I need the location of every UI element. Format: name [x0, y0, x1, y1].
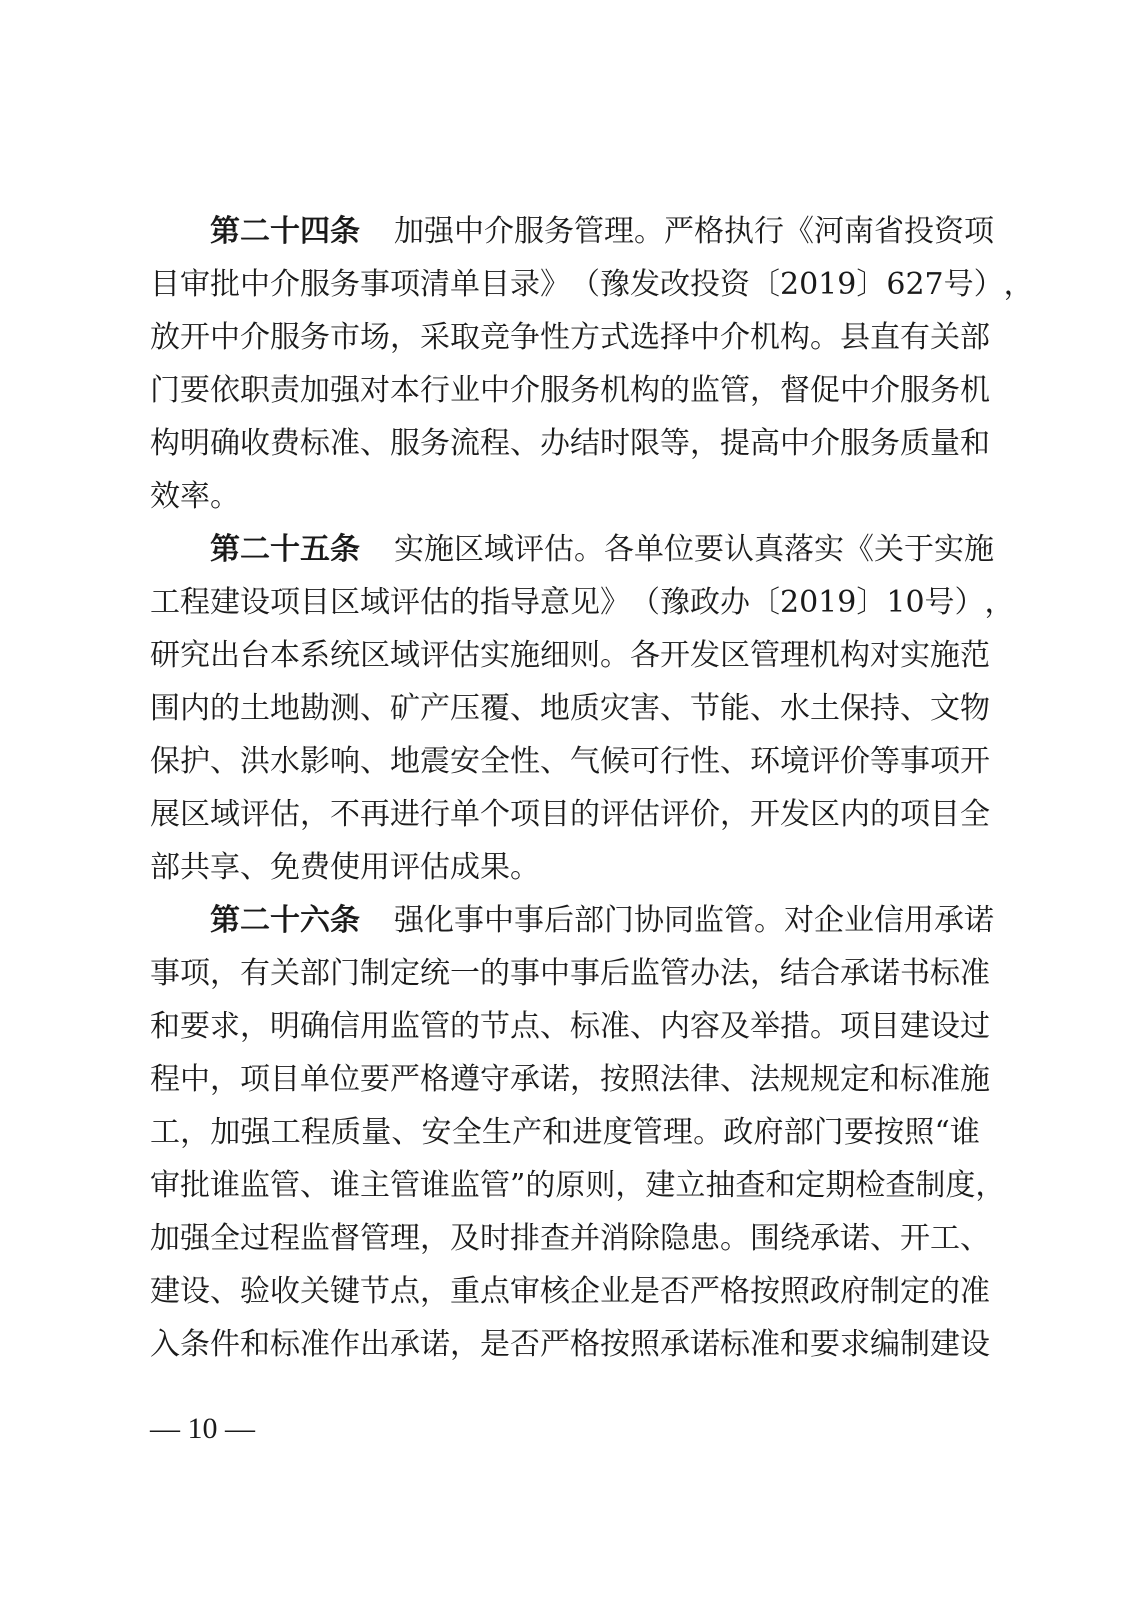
line-text: 实 施 区 域 评 估 。 各 单 位 要 认 真 落 实 《 关 于 实 施 — [394, 532, 994, 567]
article-paragraph — [150, 523, 1015, 894]
page-number: — 10 — — [150, 1412, 255, 1445]
line-text: 围 内 的 土 地 勘 测 、 矿 产 压 覆 、 地 质 灾 害 、 节 能 、 水 土 保 持 、 文 物 — [150, 691, 990, 726]
line-text: 保 护 、 洪 水 影 响 、 地 震 安 全 性 、 气 候 可 行 性 、 环 境 评 价 等 事 项 开 — [150, 744, 990, 779]
line-text: 加 强 全 过 程 监 督 管 理 ， 及 时 排 查 并 消 除 隐 患 。 围 绕 承 诺 、 开 工 、 — [150, 1221, 990, 1256]
line-text: 事 项 ， 有 关 部 门 制 定 统 一 的 事 中 事 后 监 管 办 法 ， 结 合 承 诺 书 标 准 — [150, 956, 990, 991]
text-line — [150, 841, 980, 894]
article-heading: 第二十四条 — [210, 214, 360, 249]
text-line — [150, 947, 990, 1000]
text-line — [150, 417, 990, 470]
line-text: 工 ， 加 强 工 程 质 量 、 安 全 生 产 和 进 度 管 理 。 政 府 部 门 要 按 照 “ 谁 — [150, 1115, 980, 1150]
line-text: 部共享、免费使用评估成果。 — [150, 850, 540, 885]
text-line — [150, 735, 990, 788]
text-line — [150, 364, 990, 417]
line-text: 工 程 建 设 项 目 区 域 评 估 的 指 导 意 见 》 （ 豫 政 办 〔 2019 〕 10 号 ） ， — [150, 585, 1015, 620]
text-line — [150, 205, 994, 258]
line-text: 目 审 批 中 介 服 务 事 项 清 单 目 录 》 （ 豫 发 改 投 资 〔 2019 〕 627 号 ） ， — [150, 267, 1034, 302]
line-text: 和 要 求 ， 明 确 信 用 监 管 的 节 点 、 标 准 、 内 容 及 举 措 。 项 目 建 设 过 — [150, 1009, 990, 1044]
line-text: 入 条 件 和 标 准 作 出 承 诺 ， 是 否 严 格 按 照 承 诺 标 准 和 要 求 编 制 建 设 — [150, 1327, 990, 1362]
article-heading: 第二十六条 — [210, 903, 360, 938]
text-line — [150, 523, 994, 576]
text-line — [150, 470, 980, 523]
text-line — [150, 788, 990, 841]
article-paragraph — [150, 894, 1006, 1371]
line-text: 强 化 事 中 事 后 部 门 协 同 监 管 。 对 企 业 信 用 承 诺 — [394, 903, 994, 938]
article-paragraph — [150, 205, 1034, 523]
line-text: 放 开 中 介 服 务 市 场 ， 采 取 竞 争 性 方 式 选 择 中 介 机 构 。 县 直 有 关 部 — [150, 320, 990, 355]
text-line — [150, 576, 1015, 629]
text-line — [150, 1159, 1006, 1212]
text-line — [150, 311, 990, 364]
text-line — [150, 258, 1034, 311]
line-text: 展 区 域 评 估 ， 不 再 进 行 单 个 项 目 的 评 估 评 价 ， 开 发 区 内 的 项 目 全 — [150, 797, 990, 832]
text-line — [150, 1212, 990, 1265]
text-line — [150, 1000, 990, 1053]
text-line — [150, 1265, 990, 1318]
text-line — [150, 1106, 980, 1159]
article-heading: 第二十五条 — [210, 532, 360, 567]
line-text: 加 强 中 介 服 务 管 理 。 严 格 执 行 《 河 南 省 投 资 项 — [394, 214, 994, 249]
line-text: 程 中 ， 项 目 单 位 要 严 格 遵 守 承 诺 ， 按 照 法 律 、 法 规 规 定 和 标 准 施 — [150, 1062, 990, 1097]
line-text: 研 究 出 台 本 系 统 区 域 评 估 实 施 细 则 。 各 开 发 区 管 理 机 构 对 实 施 范 — [150, 638, 990, 673]
line-text: 构 明 确 收 费 标 准 、 服 务 流 程 、 办 结 时 限 等 ， 提 高 中 介 服 务 质 量 和 — [150, 426, 990, 461]
text-line — [150, 682, 990, 735]
text-line — [150, 1318, 990, 1371]
line-text: 审 批 谁 监 管 、 谁 主 管 谁 监 管 ” 的 原 则 ， 建 立 抽 查 和 定 期 检 查 制 度 ， — [150, 1168, 1006, 1203]
line-text: 效率。 — [150, 479, 240, 514]
text-line — [150, 894, 994, 947]
document-body — [150, 205, 1034, 1371]
text-line — [150, 1053, 990, 1106]
text-line — [150, 629, 990, 682]
line-text: 建 设 、 验 收 关 键 节 点 ， 重 点 审 核 企 业 是 否 严 格 按 照 政 府 制 定 的 准 — [150, 1274, 990, 1309]
line-text: 门 要 依 职 责 加 强 对 本 行 业 中 介 服 务 机 构 的 监 管 ， 督 促 中 介 服 务 机 — [150, 373, 990, 408]
